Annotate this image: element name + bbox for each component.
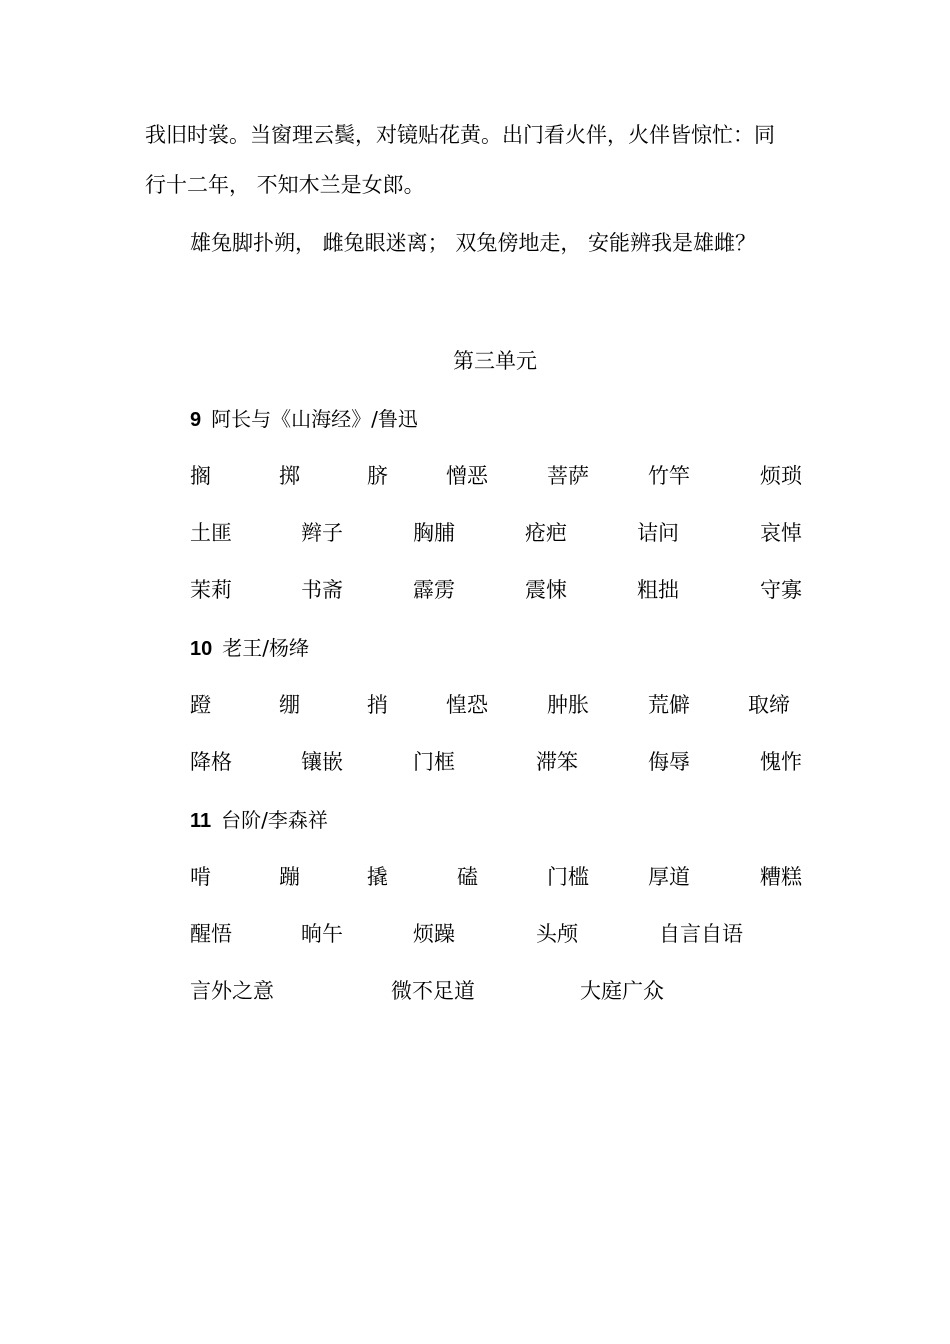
vocab-word: 疮疤 bbox=[525, 521, 567, 545]
vocab-word: 诘问 bbox=[637, 521, 679, 545]
vocab-word: 磕 bbox=[457, 865, 478, 889]
poem-line-3: 雄兔脚扑朔， 雌兔眼迷离； 双兔傍地走， 安能辨我是雄雌？ bbox=[190, 231, 757, 255]
vocab-word: 捎 bbox=[367, 693, 388, 717]
lesson-title: 老王/杨绛 bbox=[222, 636, 309, 660]
vocab-word: 绷 bbox=[279, 693, 300, 717]
vocab-word: 菩萨 bbox=[547, 464, 589, 488]
vocab-word: 哀悼 bbox=[760, 521, 802, 545]
vocab-word: 震悚 bbox=[525, 578, 567, 602]
vocab-word: 厚道 bbox=[648, 865, 690, 889]
vocab-word: 守寡 bbox=[760, 578, 802, 602]
vocab-word: 粗拙 bbox=[637, 578, 679, 602]
poem-line-2: 行十二年， 不知木兰是女郎。 bbox=[145, 173, 425, 197]
vocab-word: 霹雳 bbox=[413, 578, 455, 602]
vocab-word: 大庭广众 bbox=[580, 979, 664, 1003]
vocab-word: 侮辱 bbox=[648, 750, 690, 774]
vocab-word: 晌午 bbox=[301, 922, 343, 946]
lesson-heading bbox=[190, 804, 328, 833]
vocab-word: 镶嵌 bbox=[301, 750, 343, 774]
vocab-word: 肿胀 bbox=[547, 693, 589, 717]
vocab-word: 自言自语 bbox=[659, 922, 743, 946]
vocab-word: 头颅 bbox=[536, 922, 578, 946]
vocab-word: 撬 bbox=[367, 865, 388, 889]
lesson-number: 11 bbox=[190, 810, 212, 832]
vocab-word: 糟糕 bbox=[760, 865, 802, 889]
vocab-word: 蹬 bbox=[190, 693, 211, 717]
vocab-word: 辫子 bbox=[301, 521, 343, 545]
vocab-word: 言外之意 bbox=[190, 979, 274, 1003]
vocab-word: 醒悟 bbox=[190, 922, 232, 946]
vocab-word: 微不足道 bbox=[391, 979, 475, 1003]
vocab-word: 取缔 bbox=[748, 693, 790, 717]
vocab-word: 书斋 bbox=[301, 578, 343, 602]
lesson-title: 阿长与《山海经》/鲁迅 bbox=[211, 407, 418, 431]
unit-title: 第三单元 bbox=[453, 349, 537, 373]
lesson-heading bbox=[190, 632, 309, 661]
vocab-word: 烦躁 bbox=[413, 922, 455, 946]
vocab-word: 土匪 bbox=[190, 521, 232, 545]
lesson-title: 台阶/李森祥 bbox=[221, 808, 328, 832]
vocab-word: 荒僻 bbox=[648, 693, 690, 717]
vocab-word: 胸脯 bbox=[413, 521, 455, 545]
vocab-word: 门框 bbox=[413, 750, 455, 774]
vocab-word: 滞笨 bbox=[536, 750, 578, 774]
vocab-word: 脐 bbox=[367, 464, 388, 488]
poem-line-1: 我旧时裳。当窗理云鬓，对镜贴花黄。出门看火伴，火伴皆惊忙：同 bbox=[145, 123, 775, 147]
vocab-word: 竹竿 bbox=[648, 464, 690, 488]
vocab-word: 啃 bbox=[190, 865, 211, 889]
vocab-word: 门槛 bbox=[547, 865, 589, 889]
vocab-word: 降格 bbox=[190, 750, 232, 774]
vocab-word: 掷 bbox=[279, 464, 300, 488]
vocab-word: 搁 bbox=[190, 464, 211, 488]
vocab-word: 茉莉 bbox=[190, 578, 232, 602]
lesson-number: 9 bbox=[190, 409, 202, 431]
lesson-heading bbox=[190, 403, 418, 432]
vocab-word: 惶恐 bbox=[446, 693, 488, 717]
vocab-word: 烦琐 bbox=[760, 464, 802, 488]
vocab-word: 愧怍 bbox=[760, 750, 802, 774]
lesson-number: 10 bbox=[190, 638, 213, 660]
vocab-word: 蹦 bbox=[279, 865, 300, 889]
vocab-word: 憎恶 bbox=[446, 464, 488, 488]
